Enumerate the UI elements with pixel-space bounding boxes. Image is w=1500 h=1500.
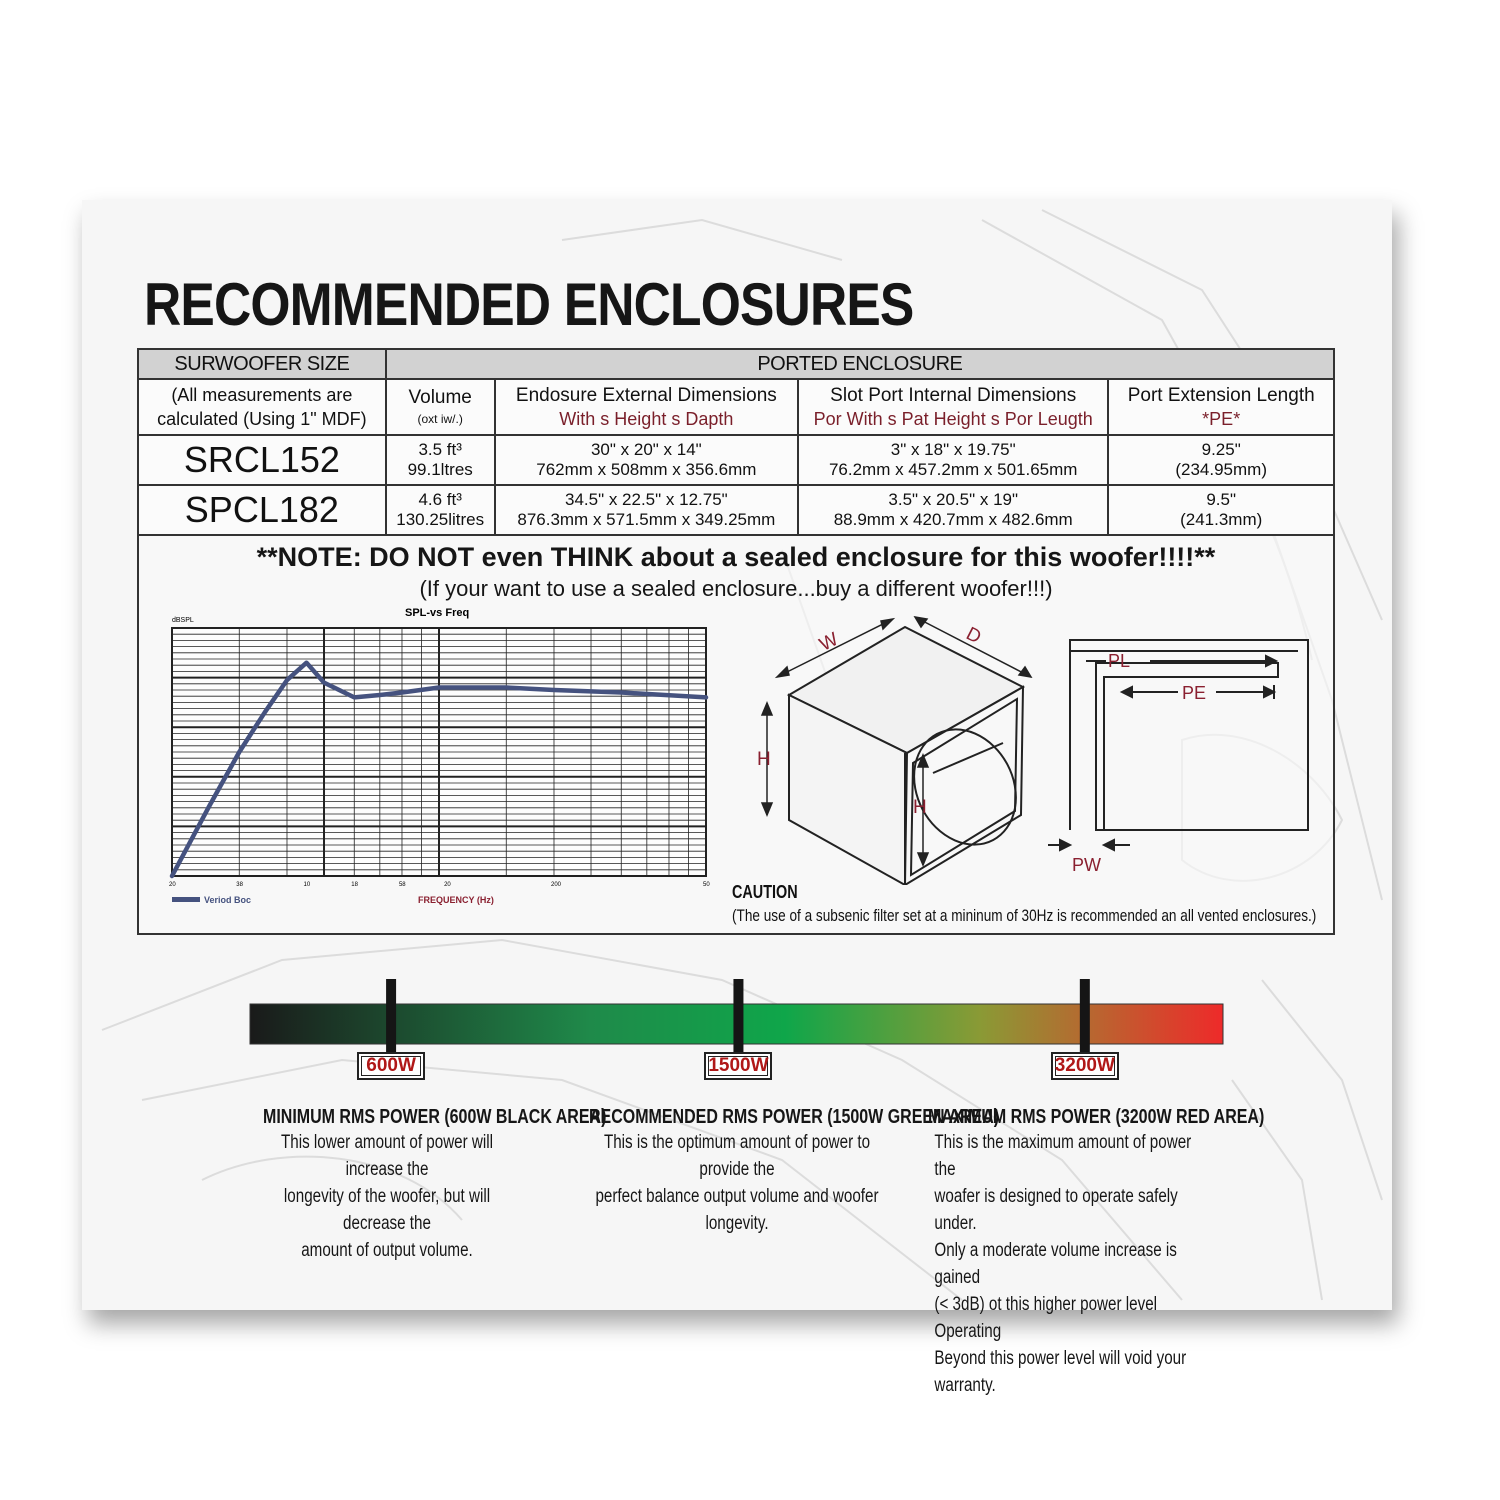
- page-title: RECOMMENDED ENCLOSURES: [144, 271, 914, 338]
- x-tick-label: 38: [236, 882, 243, 888]
- min-power-title: MINIMUM RMS POWER (600W BLACK AREA): [263, 1106, 607, 1128]
- pw-label: PW: [1072, 855, 1101, 875]
- chart-xlabel: FREQUENCY (Hz): [418, 895, 494, 905]
- volume-litres: 99.1ltres: [407, 460, 473, 479]
- chart-ylabel: dBSPL: [172, 617, 194, 624]
- sealed-warning-sub: (If your want to use a sealed enclosure...buy a different woofer!!!): [419, 576, 1053, 601]
- min-power-line: amount of output volume.: [301, 1240, 473, 1261]
- ported-enclosure-header: PORTED ENCLOSURE: [386, 349, 1334, 379]
- min-power-line: longevity of the woofer, but will decrease the: [283, 1186, 491, 1234]
- power-tag: 600W: [357, 1052, 425, 1080]
- pe-mm: (234.95mm): [1175, 460, 1267, 479]
- pl-label: PL: [1108, 651, 1131, 671]
- max-power-line: This is the maximum amount of power the: [934, 1132, 1192, 1180]
- max-power-line: (< 3dB) ot this higher power level Operating: [934, 1294, 1158, 1342]
- pe-in: 9.25": [1201, 440, 1241, 459]
- volume-ft: 4.6 ft³: [418, 490, 462, 509]
- rec-power-line: This is the optimum amount of power to provide the: [603, 1132, 871, 1180]
- model-name: SRCL152: [138, 435, 386, 485]
- depth-label: D: [962, 623, 985, 649]
- caution-text: (The use of a subsenic filter set at a mininum of 30Hz is recommended an all vented enclosures.): [732, 906, 1317, 925]
- port-height-label: H: [913, 797, 927, 818]
- chart-title: SPL-vs Freq: [405, 607, 470, 619]
- slot-in: 3" x 18" x 19.75": [890, 440, 1016, 459]
- power-marker: [733, 979, 743, 1053]
- external-sub: With s Height s Dapth: [559, 409, 734, 429]
- max-power-line: woafer is designed to operate safely under.: [934, 1186, 1178, 1234]
- external-mm: 762mm x 508mm x 356.6mm: [536, 460, 757, 479]
- external-mm: 876.3mm x 571.5mm x 349.25mm: [517, 510, 776, 529]
- x-tick-label: 200: [550, 882, 562, 888]
- legend-label: Veriod Boc: [204, 895, 252, 905]
- caution-title: CAUTION: [732, 882, 798, 902]
- x-tick-label: 18: [351, 882, 358, 888]
- pe-in: 9.5": [1206, 490, 1237, 509]
- power-tag: 3200W: [1051, 1052, 1119, 1080]
- volume-sub: (oxt iw/.): [417, 412, 463, 426]
- slot-mm: 88.9mm x 420.7mm x 482.6mm: [833, 510, 1073, 529]
- x-tick-label: 58: [398, 882, 406, 888]
- min-power-text: [263, 1129, 511, 1264]
- external-in: 34.5" x 22.5" x 12.75": [564, 490, 728, 509]
- model-name: SPCL182: [138, 485, 386, 535]
- slot-in: 3.5" x 20.5" x 19": [888, 490, 1019, 509]
- slot-sub: Por With s Pat Height s Por Leugth: [813, 409, 1093, 429]
- height-label: H: [757, 749, 771, 770]
- width-label: W: [816, 628, 842, 656]
- max-power-line: Only a moderate volume increase is gained: [934, 1240, 1177, 1288]
- pe-sub: *PE*: [1202, 409, 1241, 429]
- slot-mm: 76.2mm x 457.2mm x 501.65mm: [828, 460, 1078, 479]
- x-tick-label: 10: [303, 882, 311, 888]
- max-power-title: MAXIMUM RMS POWER (3200W RED AREA): [928, 1106, 1265, 1128]
- power-tag: 1500W: [704, 1052, 772, 1080]
- external-label: Endosure External Dimensions: [515, 385, 777, 406]
- rec-power-column: [552, 1106, 1000, 1237]
- pe-mm: (241.3mm): [1180, 510, 1263, 529]
- sealed-warning: **NOTE: DO NOT even THINK about a sealed enclosure for this woofer!!!!**: [256, 542, 1216, 572]
- measurement-note: (All measurements are calculated (Using 1" MDF): [138, 379, 386, 435]
- rec-power-line: perfect balance output volume and woofer longevity.: [595, 1186, 879, 1234]
- external-in: 30" x 20" x 14": [590, 440, 702, 459]
- volume-litres: 130.25litres: [396, 510, 485, 529]
- min-power-column: [232, 1106, 607, 1264]
- volume-label: Volume: [408, 387, 472, 408]
- pe-label: Port Extension Length: [1127, 385, 1315, 406]
- rec-power-text: [589, 1129, 885, 1237]
- max-power-column: [928, 1106, 1268, 1399]
- max-power-text: [928, 1129, 1200, 1399]
- x-tick-label: 20: [169, 882, 176, 888]
- power-marker: [386, 979, 396, 1053]
- x-tick-label: 50: [703, 882, 710, 888]
- subwoofer-size-header: SURWOOFER SIZE: [138, 349, 386, 379]
- slot-label: Slot Port Internal Dimensions: [830, 385, 1077, 406]
- rec-power-title: RECOMMENDED RMS POWER (1500W GREEN AREA): [589, 1106, 1000, 1128]
- max-power-line: Beyond this power level will void your warranty.: [934, 1348, 1187, 1396]
- volume-ft: 3.5 ft³: [418, 440, 462, 459]
- min-power-line: This lower amount of power will increase the: [280, 1132, 494, 1180]
- x-tick-label: 20: [444, 882, 451, 888]
- pe-label: PE: [1182, 683, 1207, 703]
- power-marker: [1080, 979, 1090, 1053]
